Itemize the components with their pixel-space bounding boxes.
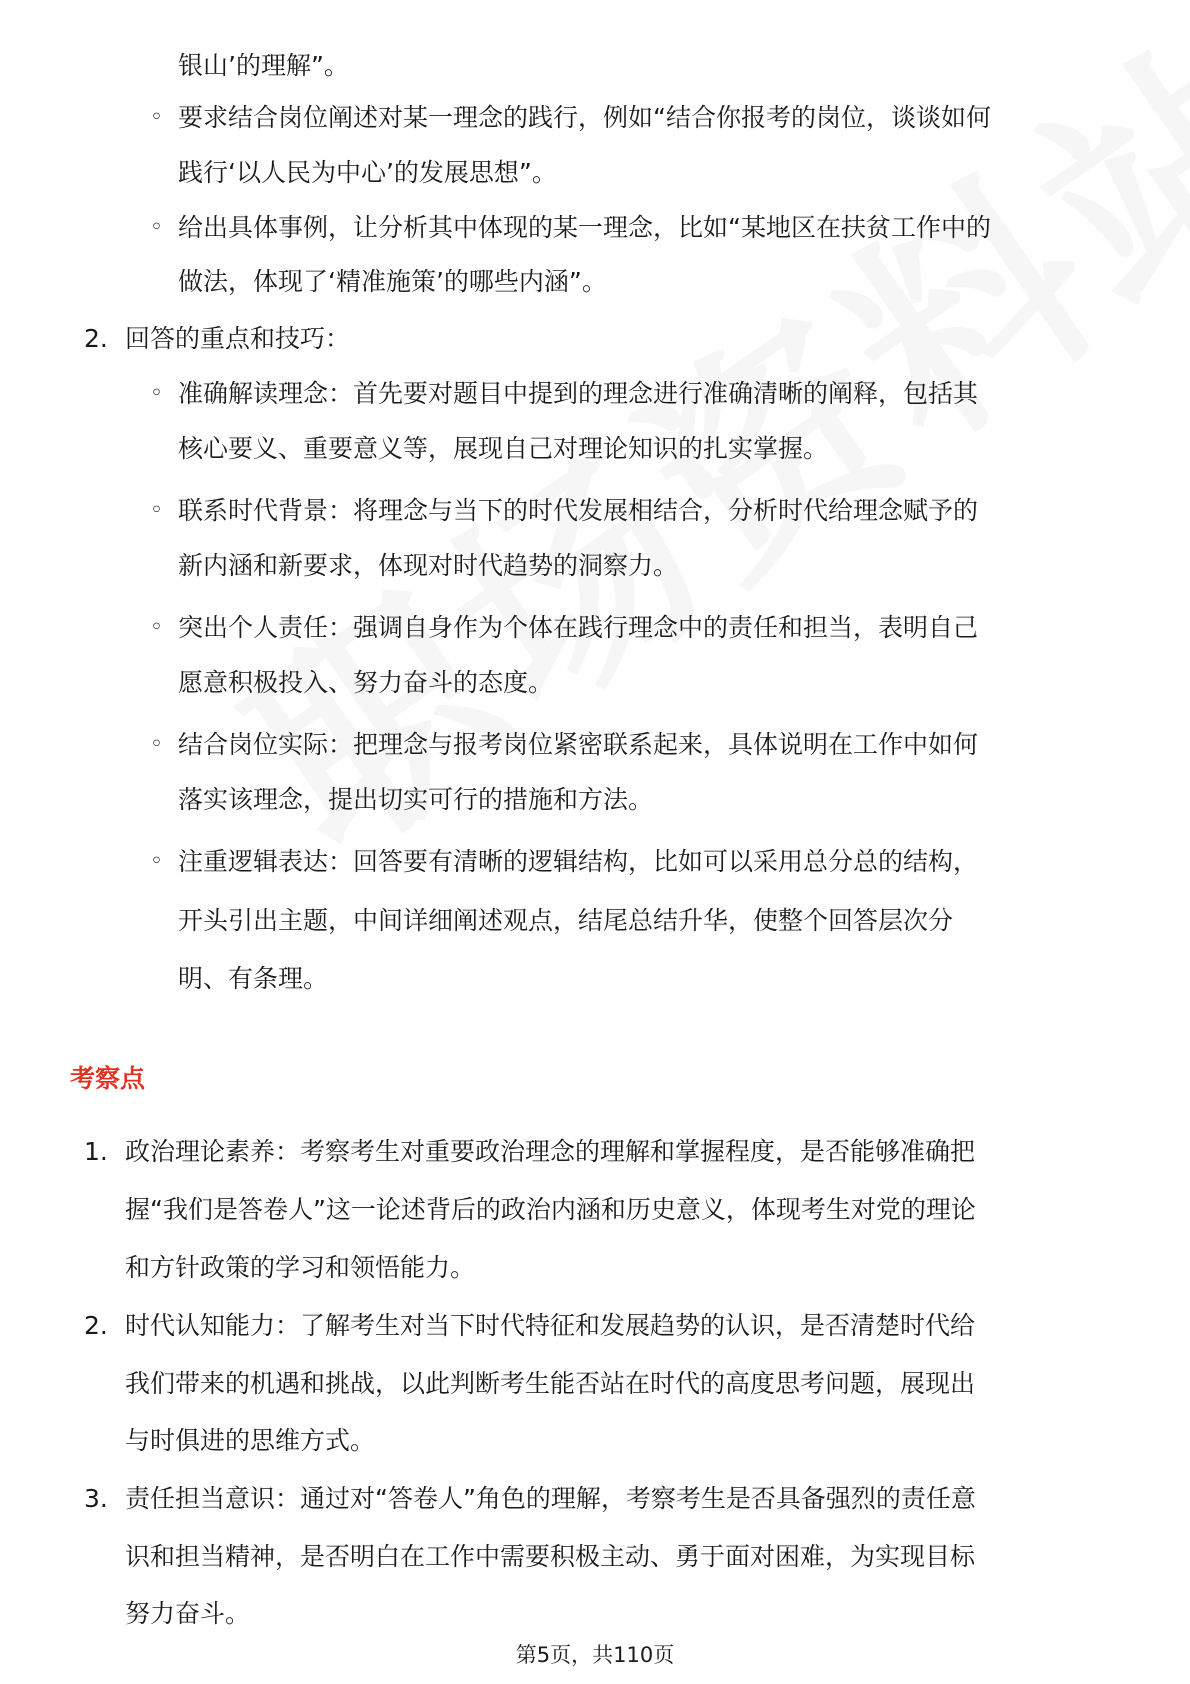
list-item-line: 与时俱进的思维方式。 (125, 1426, 376, 1455)
continuation-line: 银山’的理解”。 (178, 51, 349, 80)
bullet-icon: ◦ (150, 215, 163, 240)
list-item-line: 践行‘以人民为中心’的发展思想”。 (178, 158, 557, 187)
list-item-line: 和方针政策的学习和领悟能力。 (125, 1253, 476, 1282)
list-item-line: 注重逻辑表达：回答要有清晰的逻辑结构，比如可以采用总分总的结构， (178, 847, 979, 876)
list-item-line: 时代认知能力：了解考生对当下时代特征和发展趋势的认识，是否清楚时代给 (125, 1311, 976, 1340)
bullet-icon: ◦ (150, 105, 163, 130)
bullet-icon: ◦ (150, 381, 163, 406)
bullet-icon: ◦ (150, 498, 163, 523)
list-item-heading: 回答的重点和技巧： (125, 324, 351, 353)
list-item-line: 识和担当精神，是否明白在工作中需要积极主动、勇于面对困难，为实现目标 (125, 1542, 976, 1571)
list-number: 2. (84, 1311, 108, 1340)
list-item-line: 我们带来的机遇和挑战，以此判断考生能否站在时代的高度思考问题，展现出 (125, 1369, 976, 1398)
list-item-line: 开头引出主题，中间详细阐述观点，结尾总结升华，使整个回答层次分 (178, 906, 954, 935)
list-number: 2. (84, 324, 108, 353)
list-item-line: 明、有条理。 (178, 964, 329, 993)
list-item-line: 愿意积极投入、努力奋斗的态度。 (178, 668, 554, 697)
list-item-line: 政治理论素养：考察考生对重要政治理念的理解和掌握程度，是否能够准确把 (125, 1137, 976, 1166)
list-number: 3. (84, 1484, 108, 1513)
list-item-line: 握“我们是答卷人”这一论述背后的政治内涵和历史意义，体现考生对党的理论 (125, 1195, 976, 1224)
list-item-line: 准确解读理念：首先要对题目中提到的理念进行准确清晰的阐释，包括其 (178, 379, 979, 408)
section-heading: 考察点 (70, 1064, 146, 1093)
list-item-line: 责任担当意识：通过对“答卷人”角色的理解，考察考生是否具备强烈的责任意 (125, 1484, 976, 1513)
list-item-line: 突出个人责任：强调自身作为个体在践行理念中的责任和担当，表明自己 (178, 613, 979, 642)
bullet-icon: ◦ (150, 732, 163, 757)
bullet-icon: ◦ (150, 615, 163, 640)
list-item-line: 要求结合岗位阐述对某一理念的践行，例如“结合你报考的岗位，谈谈如何 (178, 103, 991, 132)
list-item-line: 给出具体事例，让分析其中体现的某一理念，比如“某地区在扶贫工作中的 (178, 213, 991, 242)
list-item-line: 新内涵和新要求，体现对时代趋势的洞察力。 (178, 551, 679, 580)
list-number: 1. (84, 1137, 108, 1166)
list-item-line: 联系时代背景：将理念与当下的时代发展相结合，分析时代给理念赋予的 (178, 496, 979, 525)
page-number: 第5页，共110页 (515, 1643, 675, 1667)
list-item-line: 努力奋斗。 (125, 1599, 251, 1628)
list-item-line: 落实该理念，提出切实可行的措施和方法。 (178, 785, 654, 814)
list-item-line: 结合岗位实际：把理念与报考岗位紧密联系起来，具体说明在工作中如何 (178, 730, 979, 759)
bullet-icon: ◦ (150, 849, 163, 874)
list-item-line: 核心要义、重要意义等，展现自己对理论知识的扎实掌握。 (178, 434, 829, 463)
list-item-line: 做法，体现了‘精准施策’的哪些内涵”。 (178, 267, 607, 296)
